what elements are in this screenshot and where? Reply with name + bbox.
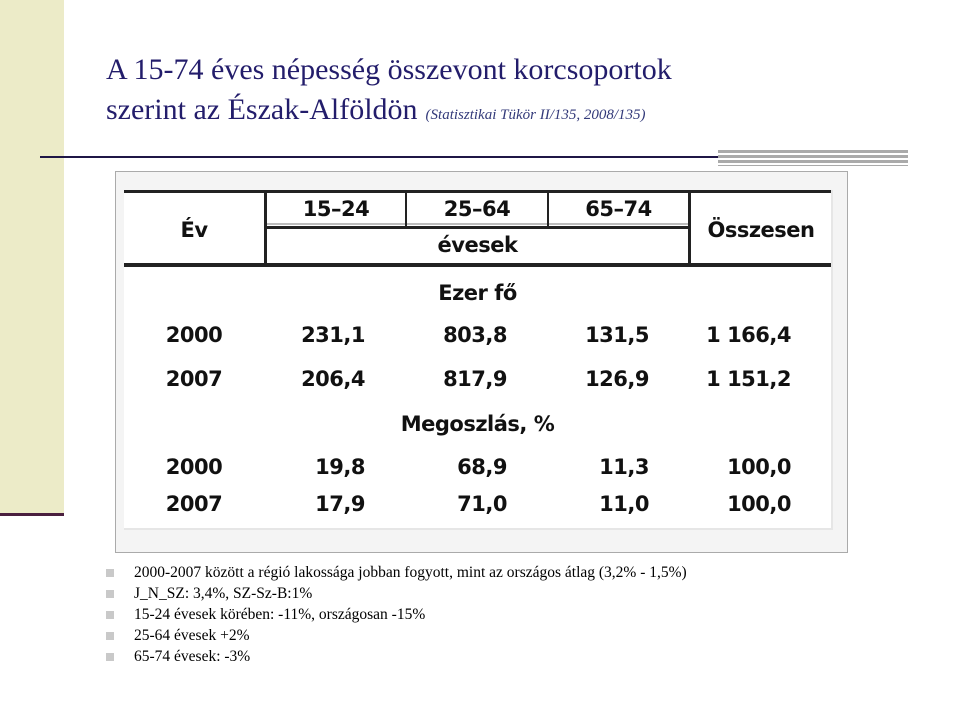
list-item (106, 625, 946, 646)
table-cell: 11,0 (599, 492, 649, 516)
table-cell: 1 166,4 (706, 323, 791, 347)
table-cell: 126,9 (585, 367, 649, 391)
bullet-text: 15-24 évesek körében: -11%, országosan -15% (134, 606, 426, 623)
table-cell: 11,3 (599, 455, 649, 479)
source-note: (Statisztikai Tükör II/135, 2008/135) (425, 107, 646, 123)
header-mid-rule (266, 226, 689, 229)
header-mid-rule-shadow (266, 223, 689, 225)
table-cell: 100,0 (727, 455, 791, 479)
header-age-25-64: 25–64 (443, 197, 511, 221)
table-cell: 206,4 (301, 367, 365, 391)
table-row-year: 2000 (165, 323, 223, 347)
square-bullet-icon (106, 632, 114, 640)
table-cell: 1 151,2 (706, 367, 791, 391)
header-age-15-24: 15–24 (302, 197, 370, 221)
population-table (124, 190, 833, 530)
bullet-list (106, 562, 946, 667)
table-cell: 131,5 (585, 323, 649, 347)
table-cell: 71,0 (457, 492, 507, 516)
table-row-year: 2000 (165, 455, 223, 479)
table-cell: 100,0 (727, 492, 791, 516)
header-total: Összesen (707, 218, 815, 242)
table-cell: 803,8 (443, 323, 507, 347)
bullet-text: 2000-2007 között a régió lakossága jobban fogyott, mint az országos átlag (3,2% - 1,5%) (134, 564, 687, 581)
title-line-2: szerint az Észak-Alföldön (106, 93, 418, 126)
decorative-left-band (0, 0, 64, 516)
section-label-distribution-percent: Megoszlás, % (400, 412, 555, 436)
list-item (106, 562, 946, 583)
table-cell: 19,8 (315, 455, 365, 479)
table-row-year: 2007 (165, 492, 223, 516)
header-year: Év (180, 218, 208, 242)
square-bullet-icon (106, 653, 114, 661)
bullet-text: J_N_SZ: 3,4%, SZ-Sz-B:1% (134, 585, 313, 602)
header-group-label: évesek (437, 233, 518, 257)
title-line-1: A 15-74 éves népesség összevont korcsoportok (106, 53, 672, 86)
table-row-year: 2007 (165, 367, 223, 391)
table-cell: 231,1 (301, 323, 365, 347)
decorative-stripes (718, 150, 908, 166)
square-bullet-icon (106, 611, 114, 619)
header-age-65-74: 65–74 (585, 197, 652, 221)
list-item (106, 583, 946, 604)
list-item (106, 604, 946, 625)
table-cell: 68,9 (457, 455, 507, 479)
table-top-rule (124, 190, 831, 193)
bullet-text: 25-64 évesek +2% (134, 627, 250, 644)
list-item (106, 646, 946, 667)
slide-title (106, 50, 936, 135)
bullet-text: 65-74 évesek: -3% (134, 648, 251, 665)
header-bottom-rule (124, 263, 831, 267)
table-image-frame (115, 171, 848, 553)
section-label-thousand-persons: Ezer fő (438, 281, 517, 305)
square-bullet-icon (106, 590, 114, 598)
table-cell: 17,9 (315, 492, 365, 516)
square-bullet-icon (106, 569, 114, 577)
table-cell: 817,9 (443, 367, 507, 391)
